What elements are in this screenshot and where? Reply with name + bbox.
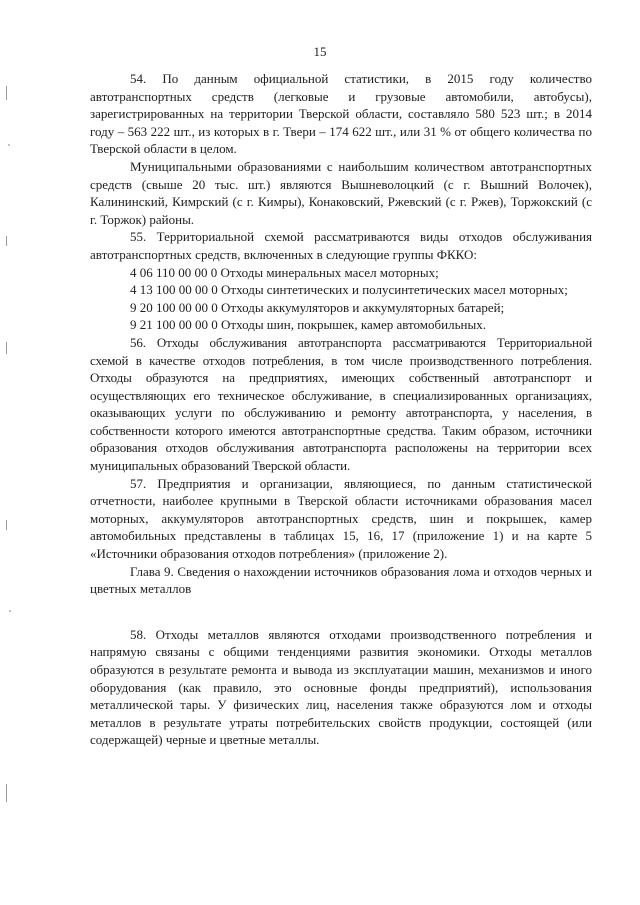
chapter-heading: Глава 9. Сведения о нахождении источников образования лома и отходов черных и цветных металлов bbox=[90, 563, 592, 597]
paragraph-58: 58. Отходы металлов являются отходами производственного потребления и напрямую связаны с общими тенденциями развития экономики. Отходы металлов образуются в результате ремонта и вывода из эксплуатации машин, механизмов и иного оборудования (как правило, это основные фонды предприятий), использования металлической тары. У физических лиц, населения также образуются лом и отходы металлов в результате утраты потребительских свойств продукции, состоящей (или содержащей) черные и цветные металлы. bbox=[90, 626, 592, 748]
fkko-item: 4 13 100 00 00 0 Отходы синтетических и полусинтетических масел моторных; bbox=[130, 282, 568, 298]
fkko-item: 9 20 100 00 00 0 Отходы аккумуляторов и аккумуляторных батарей; bbox=[130, 299, 505, 315]
paragraph-55: 55. Территориальной схемой рассматриваются виды отходов обслуживания автотранспортных средств, включенных в следующие группы ФККО: bbox=[90, 229, 592, 262]
scan-mark bbox=[6, 86, 7, 100]
scan-artifacts bbox=[6, 0, 14, 905]
paragraph-54: 54. По данным официальной статистики, в 2015 году количество автотранспортных средств (легковые и грузовые автомобили, автобусы), зарегистрированных на территории Тверской области, составляло 580 523 шт.; в 2014 году – 563 222 шт., из которых в г. Твери – 174 622 шт., или 31 % от общего количества по Тверской области в целом. bbox=[90, 71, 592, 157]
fkko-item: 9 21 100 00 00 0 Отходы шин, покрышек, камер автомобильных. bbox=[130, 317, 486, 333]
scan-dot bbox=[9, 610, 11, 612]
page-number: 15 bbox=[313, 44, 327, 59]
paragraph-57: 57. Предприятия и организации, являющиеся, по данным статистической отчетности, наиболее крупными в Тверской области источниками образования масел моторных, аккумуляторов автотранспортных средств, шин и покрышек, камер автомобильных представлены в таблицах 15, 16, 17 (приложение 1) и на карте 5 «Источники образования отходов потребления» (приложение 2). bbox=[90, 475, 592, 562]
scan-mark bbox=[6, 520, 7, 530]
scan-mark bbox=[6, 236, 7, 246]
paragraph-56: 56. Отходы обслуживания автотранспорта рассматриваются Территориальной схемой в качестве отходов потребления, в том числе производственного потребления. Отходы образуются на предприятиях, имеющих собственный автотранспорт и осуществляющих его техническое обслуживание, в специализированных организациях, оказывающих услуги по обслуживанию и ремонту автотранспорта, у населения, в собственности которого имеются автотранспортные средства. Таким образом, источники образования отходов обслуживания автотранспорта расположены на территории всех муниципальных образований Тверской области. bbox=[90, 334, 592, 474]
document-body bbox=[90, 70, 592, 749]
scan-mark bbox=[6, 342, 7, 354]
scan-dot bbox=[8, 144, 10, 146]
paragraph-municipalities: Муниципальными образованиями с наибольшим количеством автотранспортных средств (свыше 20 тыс. шт.) являются Вышневолоцкий (с г. Вышний Волочек), Калининский, Кимрский (с г. Кимры), Конаковский, Ржевский (с г. Ржев), Торжокский (с г. Торжок) районы. bbox=[90, 158, 592, 227]
fkko-item: 4 06 110 00 00 0 Отходы минеральных масел моторных; bbox=[130, 264, 439, 280]
scan-mark bbox=[6, 784, 7, 802]
